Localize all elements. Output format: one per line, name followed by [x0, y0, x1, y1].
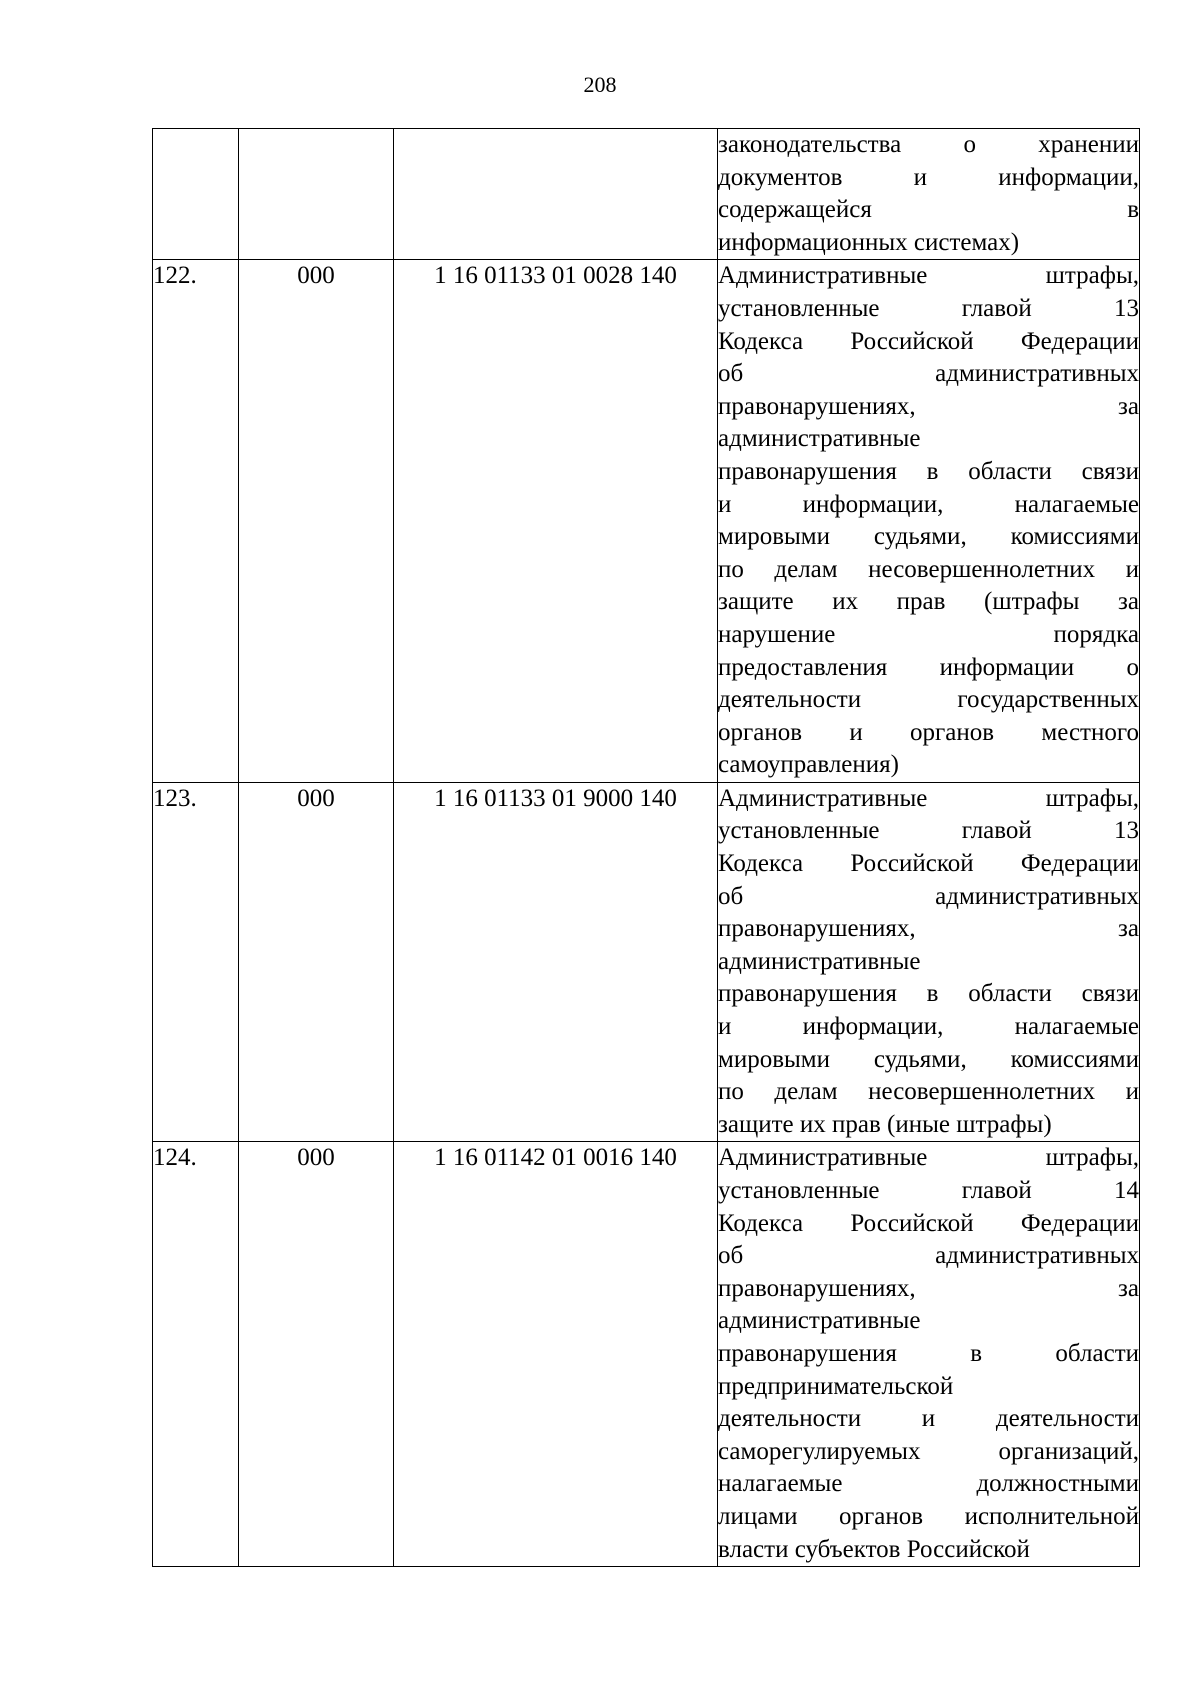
- description-line: самоуправления): [718, 751, 899, 779]
- description-line: установленные главой 13: [718, 817, 1139, 845]
- description-line: по делам несовершеннолетних и: [718, 555, 1139, 583]
- kbk-code-cell: 1 16 01133 01 0028 140: [394, 260, 718, 783]
- description-line: налагаемые должностными: [718, 1470, 1139, 1498]
- admin-code-cell: 000: [239, 782, 394, 1142]
- table-row-continuation: [153, 129, 1140, 260]
- description-cell: [718, 782, 1140, 1142]
- description-cell: [718, 1142, 1140, 1567]
- row-number-cell: 122.: [153, 260, 239, 783]
- description-line: и информации, налагаемые: [718, 490, 1139, 518]
- description-cell: [718, 260, 1140, 783]
- description-line: установленные главой 13: [718, 294, 1139, 322]
- description-line: административные: [718, 947, 921, 975]
- description-line: об административных: [718, 360, 1139, 388]
- row-number-cell: 124.: [153, 1142, 239, 1567]
- description-line: административные: [718, 425, 921, 453]
- description-line: Кодекса Российской Федерации: [718, 850, 1139, 878]
- admin-code-cell: 000: [239, 1142, 394, 1567]
- description-line: документов и информации,: [718, 163, 1139, 191]
- description-line: Административные штрафы,: [718, 784, 1139, 812]
- description-line: законодательства о хранении: [718, 131, 1139, 158]
- description-line: Кодекса Российской Федерации: [718, 1209, 1139, 1237]
- description-line: Административные штрафы,: [718, 262, 1139, 290]
- admin-code-cell: [239, 129, 394, 260]
- description-line: Кодекса Российской Федерации: [718, 327, 1139, 355]
- description-line: органов и органов местного: [718, 718, 1139, 746]
- description-line: нарушение порядка: [718, 620, 1139, 648]
- description-line: деятельности и деятельности: [718, 1405, 1139, 1433]
- table-row: [153, 782, 1140, 1142]
- description-line: деятельности государственных: [718, 686, 1139, 714]
- kbk-code-cell: [394, 129, 718, 260]
- description-line: об административных: [718, 1242, 1139, 1270]
- description-line: предоставления информации о: [718, 653, 1139, 681]
- budget-codes-table: [152, 128, 1140, 1567]
- description-line: правонарушения в области связи: [718, 980, 1139, 1008]
- description-line: информационных системах): [718, 228, 1020, 256]
- description-line: мировыми судьями, комиссиями: [718, 523, 1139, 551]
- description-cell: [718, 129, 1140, 260]
- page-number: 208: [583, 72, 617, 97]
- row-number-cell: [153, 129, 239, 260]
- description-line: правонарушения в области: [718, 1339, 1139, 1367]
- description-line: и информации, налагаемые: [718, 1013, 1139, 1041]
- description-line: правонарушения в области связи: [718, 457, 1139, 485]
- description-line: саморегулируемых организаций,: [718, 1437, 1139, 1465]
- description-line: защите их прав (иные штрафы): [718, 1110, 1052, 1138]
- description-line: по делам несовершеннолетних и: [718, 1078, 1139, 1106]
- description-line: предпринимательской: [718, 1372, 954, 1400]
- description-line: мировыми судьями, комиссиями: [718, 1045, 1139, 1073]
- description-line: Административные штрафы,: [718, 1144, 1139, 1172]
- description-line: об административных: [718, 882, 1139, 910]
- description-line: содержащейся в: [718, 196, 1139, 224]
- description-line: правонарушениях, за: [718, 915, 1139, 943]
- description-line: защите их прав (штрафы за: [718, 588, 1139, 616]
- kbk-code-cell: 1 16 01142 01 0016 140: [394, 1142, 718, 1567]
- description-line: административные: [718, 1307, 921, 1335]
- kbk-code-cell: 1 16 01133 01 9000 140: [394, 782, 718, 1142]
- admin-code-cell: 000: [239, 260, 394, 783]
- description-line: власти субъектов Российской: [718, 1535, 1030, 1563]
- table-row: [153, 1142, 1140, 1567]
- table-row: [153, 260, 1140, 783]
- row-number-cell: 123.: [153, 782, 239, 1142]
- description-line: установленные главой 14: [718, 1177, 1139, 1204]
- description-line: правонарушениях, за: [718, 392, 1139, 420]
- description-line: лицами органов исполнительной: [718, 1502, 1139, 1530]
- description-line: правонарушениях, за: [718, 1274, 1139, 1302]
